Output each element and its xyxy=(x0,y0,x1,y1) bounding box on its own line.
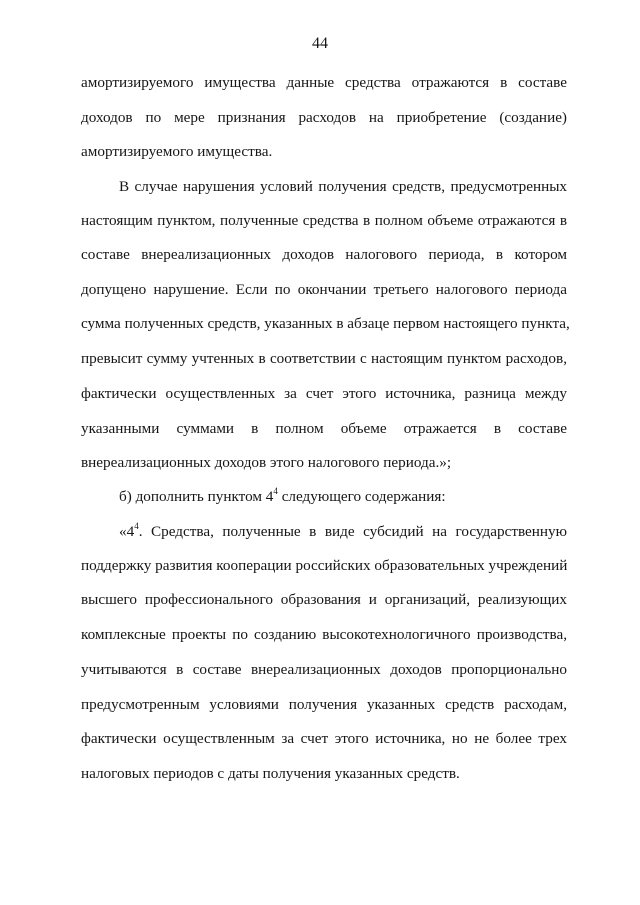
text-line: сумма полученных средств, указанных в абзаце первом настоящего пункта, xyxy=(81,315,570,332)
text-line: В случае нарушения условий получения средств, предусмотренных xyxy=(119,178,567,195)
text-line: доходов по мере признания расходов на приобретение (создание) xyxy=(81,109,567,126)
text-segment: б) дополнить пунктом 4 xyxy=(119,488,274,505)
text-line: фактически осуществленных за счет этого источника, разница между xyxy=(81,385,567,402)
text-segment: следующего содержания: xyxy=(277,488,446,505)
superscript: 4 xyxy=(134,520,139,531)
text-line: составе внереализационных доходов налогового периода, в котором xyxy=(81,246,567,263)
text-line: налоговых периодов с даты получения указанных средств. xyxy=(81,765,460,782)
page-number: 44 xyxy=(312,35,328,52)
text-line xyxy=(119,520,567,541)
text-line: настоящим пунктом, полученные средства в полном объеме отражаются в xyxy=(81,212,567,229)
text-line: внереализационных доходов этого налогового периода.»; xyxy=(81,454,452,471)
text-line: амортизируемого имущества данные средства отражаются в составе xyxy=(81,74,567,91)
text-line: высшего профессионального образования и организаций, реализующих xyxy=(81,591,567,608)
text-line xyxy=(119,485,567,506)
text-line: комплексные проекты по созданию высокотехнологичного производства, xyxy=(81,626,567,643)
text-line: учитываются в составе внереализационных доходов пропорционально xyxy=(81,661,567,678)
text-line: допущено нарушение. Если по окончании третьего налогового периода xyxy=(81,281,567,298)
superscript: 4 xyxy=(273,485,278,496)
text-segment: . Средства, полученные в виде субсидий на государственную xyxy=(138,523,567,540)
text-segment: «4 xyxy=(119,523,135,540)
text-line: указанными суммами в полном объеме отражается в составе xyxy=(81,420,567,437)
text-line: поддержку развития кооперации российских образовательных учреждений xyxy=(81,557,568,574)
text-line: фактически осуществленным за счет этого источника, но не более трех xyxy=(81,730,567,747)
text-line: предусмотренным условиями получения указанных средств расходам, xyxy=(81,696,567,713)
text-line: амортизируемого имущества. xyxy=(81,143,273,160)
text-line: превысит сумму учтенных в соответствии с настоящим пунктом расходов, xyxy=(81,350,567,367)
